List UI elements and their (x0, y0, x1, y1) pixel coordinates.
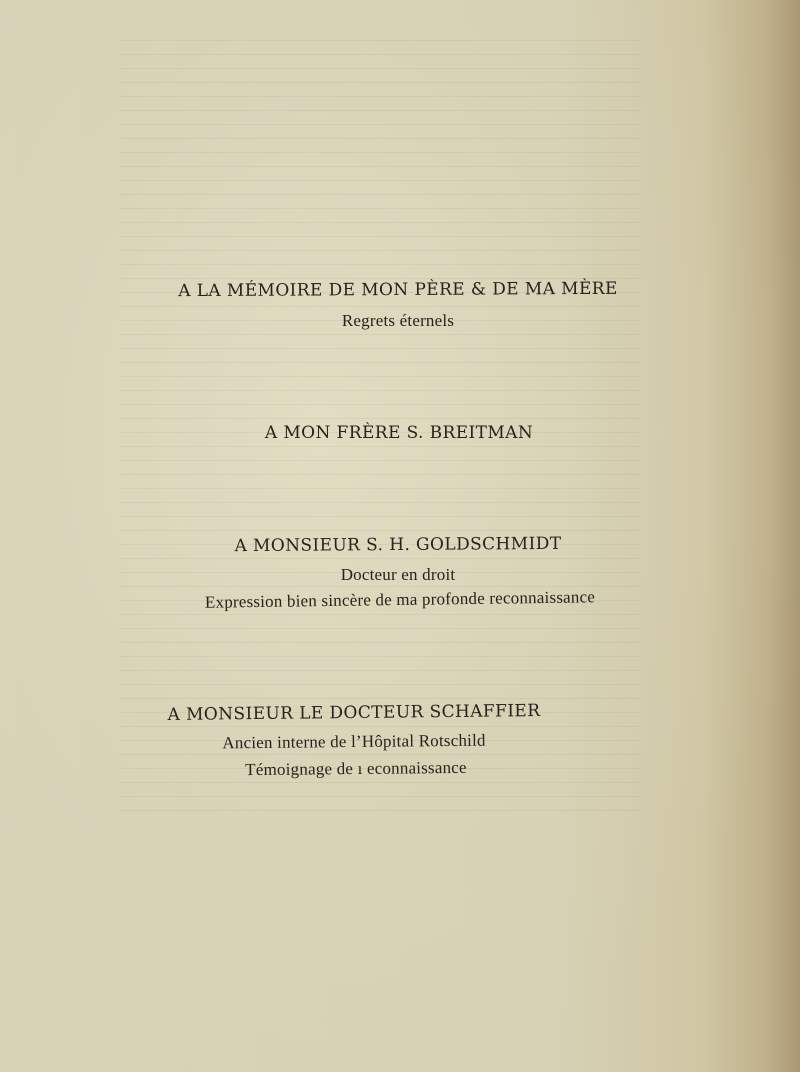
dedication-parents-heading: A LA MÉMOIRE DE MON PÈRE & DE MA MÈRE (178, 278, 618, 302)
dedication-goldschmidt-heading: A MONSIEUR S. H. GOLDSCHMIDT (234, 533, 562, 557)
dedication-goldschmidt-title: Docteur en droit (340, 565, 456, 584)
dedication-brother-heading: A MON FRÈRE S. BREITMAN (264, 423, 534, 443)
dedication-parents-line: Regrets éternels (341, 311, 455, 330)
dedication-goldschmidt-thanks: Expression bien sincère de ma profonde reconnaissance (204, 587, 596, 612)
dedication-schaffier-title: Ancien interne de l’Hôpital Rotschild (222, 730, 486, 753)
dedication-schaffier-thanks: Témoignage de ı econnaissance (245, 757, 467, 780)
dedication-schaffier-heading: A MONSIEUR LE DOCTEUR SCHAFFIER (167, 701, 541, 725)
